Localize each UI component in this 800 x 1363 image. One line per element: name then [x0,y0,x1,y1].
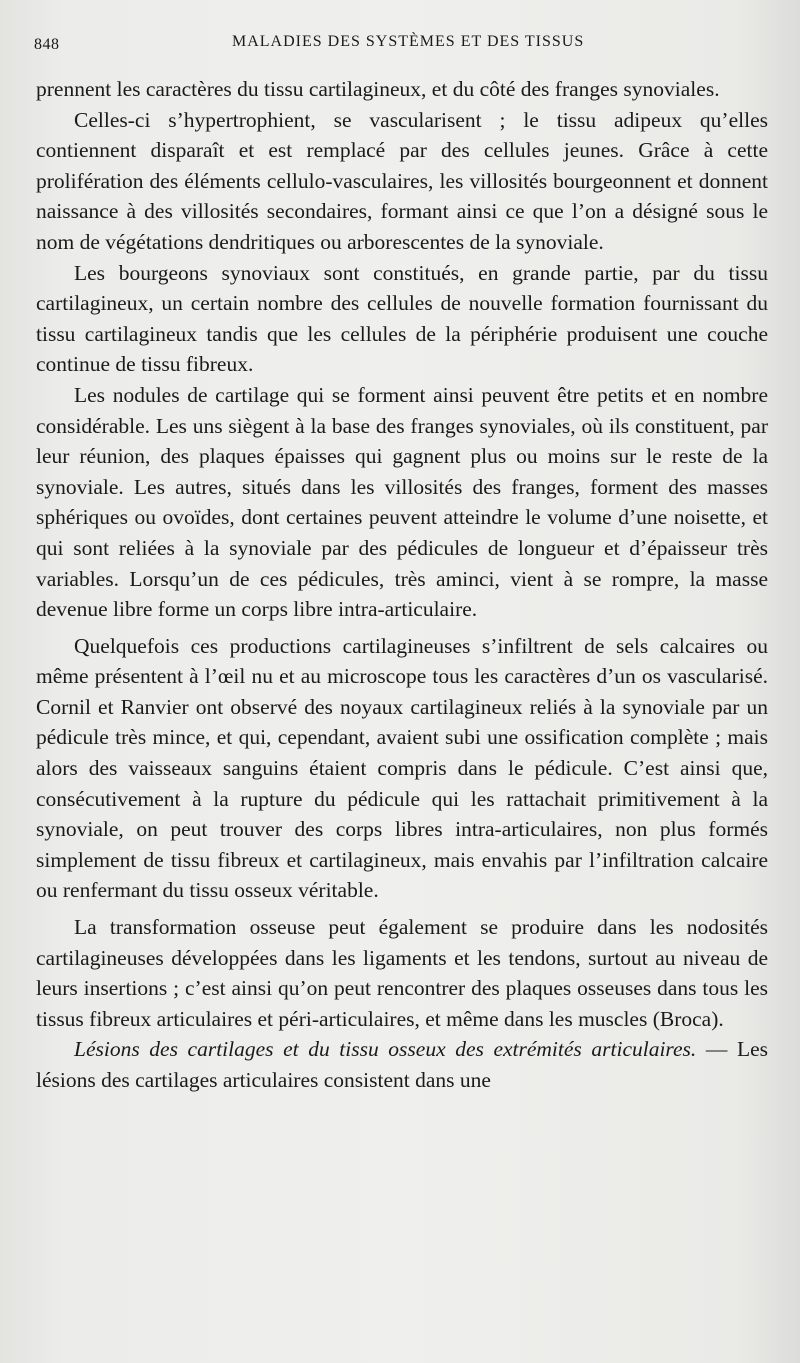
paragraph: Quelquefois ces productions cartilagineuses s’infiltrent de sels calcaires ou même présentent à l’œil nu et au microscope tous les caractères d’un os vascularisé. Cornil et Ranvier ont observé des noyaux cartilagineux reliés à la synoviale par un pédicule très mince, et qui, cependant, avaient subi une ossification complète ; mais alors des vaisseaux sanguins étaient compris dans le pédicule. C’est ainsi que, consécutivement à la rupture du pédicule qui les rattachait primitivement à la synoviale, on peut trouver des corps libres intra-articulaires, non plus formés simplement de tissu fibreux et cartilagineux, mais envahis par l’infiltration calcaire ou renfermant du tissu osseux véritable. [36,633,768,903]
section-text: — Les lésions des cartilages articulaires consistent dans une [36,1037,769,1092]
paragraph: La transformation osseuse peut également se produire dans les nodosités cartilagineuses développées dans les ligaments et les tendons, surtout au niveau de leurs insertions ; c’est ainsi qu’on peut rencontrer des plaques osseuses dans tous les tissus fibreux articulaires et péri-articulaires, et même dans les muscles (Broca). [36,915,768,1031]
paragraph-continuation: prennent les caractères du tissu cartilagineux, et du côté des franges synoviales. [36,77,720,101]
page-header [34,33,764,55]
section-paragraph [36,1034,768,1095]
paragraph: Les nodules de cartilage qui se forment ainsi peuvent être petits et en nombre considérable. Les uns siègent à la base des franges synoviales, où ils constituent, par leur réunion, des plaques épaisses qui gagnent plus ou moins sur le reste de la synoviale. Les autres, situés dans les villosités des franges, forment des masses sphériques ou ovoïdes, dont certaines peuvent atteindre le volume d’une noisette, et qui sont reliées à la synoviale par des pédicules de longueur et d’épaisseur très variables. Lorsqu’un de ces pédicules, très aminci, vient à se rompre, la masse devenue libre forme un corps libre intra-articulaire. [36,382,768,622]
paragraph: Les bourgeons synoviaux sont constitués, en grande partie, par du tissu cartilagineux, un certain nombre des cellules de nouvelle formation fournissant du tissu cartilagineux tandis que les cellules de la périphérie produisent une couche continue de tissu fibreux. [36,260,768,377]
paragraph: Celles-ci s’hypertrophient, se vascularisent ; le tissu adipeux qu’elles contiennent disparaît et est remplacé par des cellules jeunes. Grâce à cette prolifération des éléments cellulo-vasculaires, les villosités bourgeonnent et donnent naissance à des villosités secondaires, formant ainsi ce que l’on a désigné sous le nom de végétations dendritiques ou arborescentes de la synoviale. [36,107,768,254]
page-number: 848 [34,36,60,53]
running-title: MALADIES DES SYSTÈMES ET DES TISSUS [232,33,585,50]
section-title: Lésions des cartilages et du tissu osseux des extrémités articulaires. [74,1037,697,1062]
body-text [36,74,768,1096]
